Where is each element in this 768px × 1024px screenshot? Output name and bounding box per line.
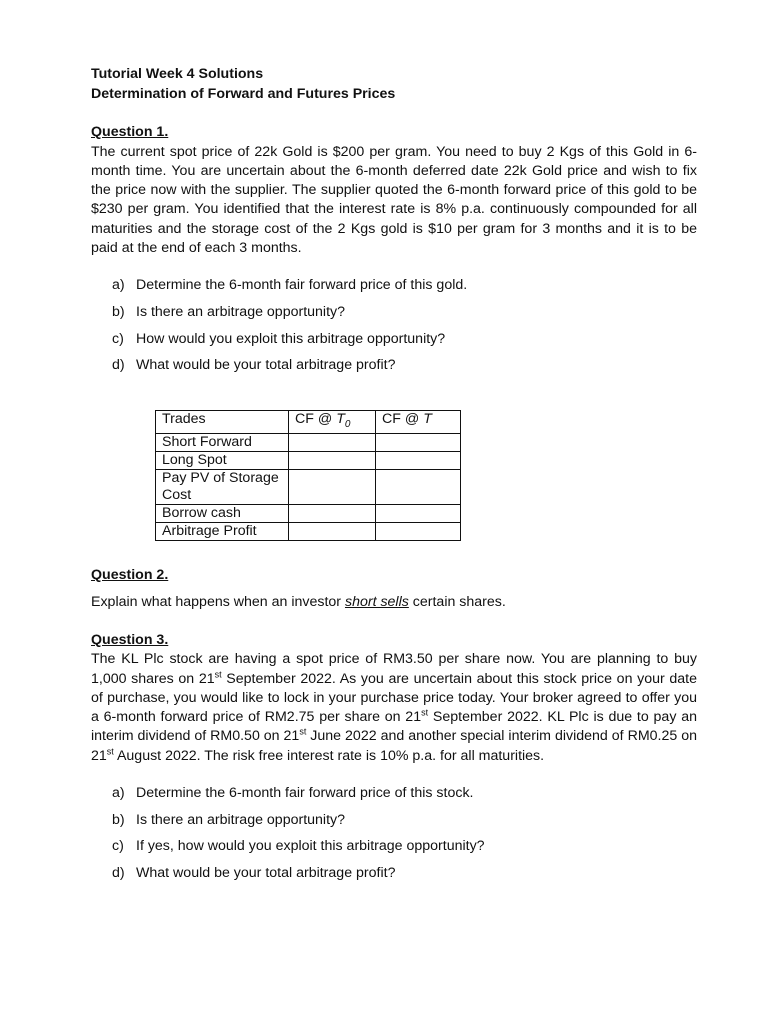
- list-item: b) Is there an arbitrage opportunity?: [112, 303, 346, 320]
- table-header-cf-t: CF @ T: [376, 411, 461, 434]
- question-3-list: [91, 784, 697, 884]
- question-1-paragraph: The current spot price of 22k Gold is $200 per gram. You need to buy 2 Kgs of this Gold in 6-month time. You are uncertain about the 6-month deferred date 22k Gold price and wish to fix the price now with the supplier. The supplier quoted the 6-month forward price of this gold to be $230 per gram. You identified that the interest rate is 8% p.a. continuously compounded for all maturities and the storage cost of the 2 Kgs gold is $10 per gram for 3 months and it is to be paid at the end of each 3 months.: [91, 143, 697, 256]
- list-item: c) How would you exploit this arbitrage opportunity?: [112, 330, 446, 347]
- table-row: Pay PV of Storage Cost: [156, 469, 461, 504]
- list-item: d) What would be your total arbitrage profit?: [112, 357, 396, 374]
- list-item: d) What would be your total arbitrage profit?: [112, 865, 396, 882]
- cashflow-table: [155, 410, 461, 541]
- table-row: Long Spot: [156, 451, 461, 469]
- short-sells-emphasis: short sells: [344, 593, 409, 610]
- question-3-heading: Question 3.: [91, 631, 169, 648]
- table-row: Arbitrage Profit: [156, 522, 461, 540]
- question-3-paragraph: The KL Plc stock are having a spot price of RM3.50 per share now. You are planning to buy 1,000 shares on 21st September 2022. As you are uncertain about this stock price on your date of purchase, you would like to lock in your purchase price today. Your broker agreed to offer you a 6-month forward price of RM2.75 per share on 21st September 2022. KL Plc is due to pay an interim dividend of RM0.50 on 21st June 2022 and another special interim dividend of RM0.25 on 21st August 2022. The risk free interest rate is 10% p.a. for all maturities.: [91, 651, 697, 764]
- question-1-heading: Question 1.: [91, 124, 169, 140]
- question-2-section: [91, 566, 697, 891]
- question-2-heading: Question 2.: [91, 567, 169, 583]
- list-item: b) Is there an arbitrage opportunity?: [112, 811, 346, 828]
- table-header-cf-t0: CF @ $T_0$: [289, 411, 376, 434]
- document-title: Tutorial Week 4 Solutions: [91, 66, 264, 82]
- table-header-row: [156, 411, 461, 434]
- document-subtitle: Determination of Forward and Futures Prices: [91, 85, 396, 102]
- list-item: c) If yes, how would you exploit this arbitrage opportunity?: [112, 838, 485, 855]
- list-item: a) Determine the 6-month fair forward price of this gold.: [112, 277, 468, 294]
- question-1-list: [91, 276, 697, 376]
- document-page: [91, 65, 697, 383]
- table-header-trades: Trades: [156, 411, 289, 434]
- table-row: Borrow cash: [156, 504, 461, 522]
- list-item: a) Determine the 6-month fair forward price of this stock.: [112, 785, 474, 802]
- question-2-text: Explain what happens when an investor short sells certain shares.: [91, 593, 506, 610]
- table-row: Short Forward: [156, 433, 461, 451]
